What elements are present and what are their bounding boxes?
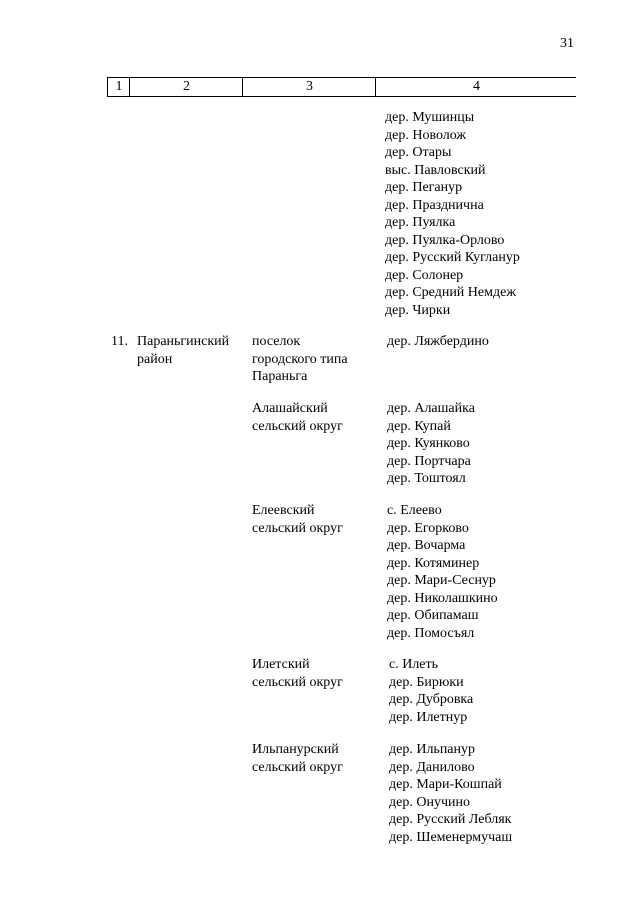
admin-unit-name-line: сельский округ xyxy=(252,418,343,434)
settlement-item: дер. Данилово xyxy=(389,759,475,775)
admin-unit-name-line: Ильпанурский xyxy=(252,742,339,757)
settlement-item: дер. Котяминер xyxy=(387,555,480,571)
column-header-2: 2 xyxy=(129,78,243,96)
settlement-item: дер. Празднична xyxy=(385,197,484,213)
column-header-4: 4 xyxy=(375,78,577,96)
admin-unit-name-line: Елеевский xyxy=(252,503,315,518)
settlement-item: дер. Онучино xyxy=(389,794,470,810)
settlement-item: с. Елеево xyxy=(387,503,442,518)
settlement-item: дер. Тоштоял xyxy=(387,471,466,486)
settlement-list xyxy=(387,502,498,642)
settlement-item: дер. Шеменермучаш xyxy=(389,829,513,845)
settlement-item: дер. Обипамаш xyxy=(387,608,479,623)
settlement-item: дер. Портчара xyxy=(387,453,471,469)
settlement-item: дер. Пуялка-Орлово xyxy=(385,232,505,248)
table-header-row xyxy=(107,77,576,97)
settlement-item: дер. Алашайка xyxy=(387,401,475,416)
admin-unit-name-line: сельский округ xyxy=(252,759,343,775)
settlement-item: дер. Ильпанур xyxy=(389,742,476,757)
settlement-item: дер. Егорково xyxy=(387,520,469,536)
admin-unit-name xyxy=(252,656,343,691)
district-name-line: Параньгинский xyxy=(137,334,230,349)
settlement-item: дер. Куянково xyxy=(387,436,470,451)
settlement-item: дер. Мари-Кошпай xyxy=(389,777,502,792)
admin-unit-name-line: сельский округ xyxy=(252,520,343,536)
settlement-item: дер. Русский Кугланур xyxy=(385,250,520,265)
admin-unit-name-line: Илетский xyxy=(252,657,310,672)
settlement-item: дер. Купай xyxy=(387,418,451,434)
settlement-item: дер. Бирюки xyxy=(389,674,464,690)
admin-unit-name xyxy=(252,333,348,386)
settlement-list xyxy=(389,741,512,846)
settlement-item: дер. Николашкино xyxy=(387,590,498,606)
settlement-item: дер. Пеганур xyxy=(385,180,463,195)
settlement-item: дер. Чирки xyxy=(385,302,451,318)
district-name xyxy=(137,333,229,368)
settlement-item: дер. Мари-Сеснур xyxy=(387,573,496,588)
settlement-list xyxy=(389,656,473,726)
admin-unit-name xyxy=(252,400,343,435)
column-header-1: 1 xyxy=(107,78,130,96)
page-number: 31 xyxy=(560,36,574,51)
settlement-item: дер. Пуялка xyxy=(385,215,456,230)
settlement-item: дер. Средний Немдеж xyxy=(385,285,516,300)
settlement-item: дер. Дубровка xyxy=(389,692,474,707)
settlement-list xyxy=(387,400,475,488)
settlement-item: дер. Помосъял xyxy=(387,625,475,641)
district-number: 11. xyxy=(111,334,128,349)
settlement-list xyxy=(387,333,489,351)
settlement-item: дер. Ляжбердино xyxy=(387,334,489,349)
admin-unit-name-line: Параньга xyxy=(252,369,308,384)
settlement-item: выс. Павловский xyxy=(385,162,486,178)
settlement-item: дер. Отары xyxy=(385,145,452,160)
admin-unit-name xyxy=(252,502,343,537)
admin-unit-name xyxy=(252,741,343,776)
settlement-item: дер. Новолож xyxy=(385,127,467,143)
settlement-item: дер. Илетнур xyxy=(389,709,468,725)
admin-unit-name-line: поселок xyxy=(252,334,301,349)
settlement-item: дер. Вочарма xyxy=(387,538,466,553)
admin-unit-name-line: Алашайский xyxy=(252,401,328,416)
admin-unit-name-line: городского типа xyxy=(252,351,348,367)
district-name-line: район xyxy=(137,351,173,367)
settlement-item: дер. Солонер xyxy=(385,267,464,283)
continued-settlement-list xyxy=(385,109,520,319)
admin-unit-name-line: сельский округ xyxy=(252,674,343,690)
settlement-item: дер. Русский Лебляк xyxy=(389,812,512,827)
settlement-item: дер. Мушинцы xyxy=(385,110,475,125)
column-header-3: 3 xyxy=(242,78,376,96)
settlement-item: с. Илеть xyxy=(389,657,439,672)
